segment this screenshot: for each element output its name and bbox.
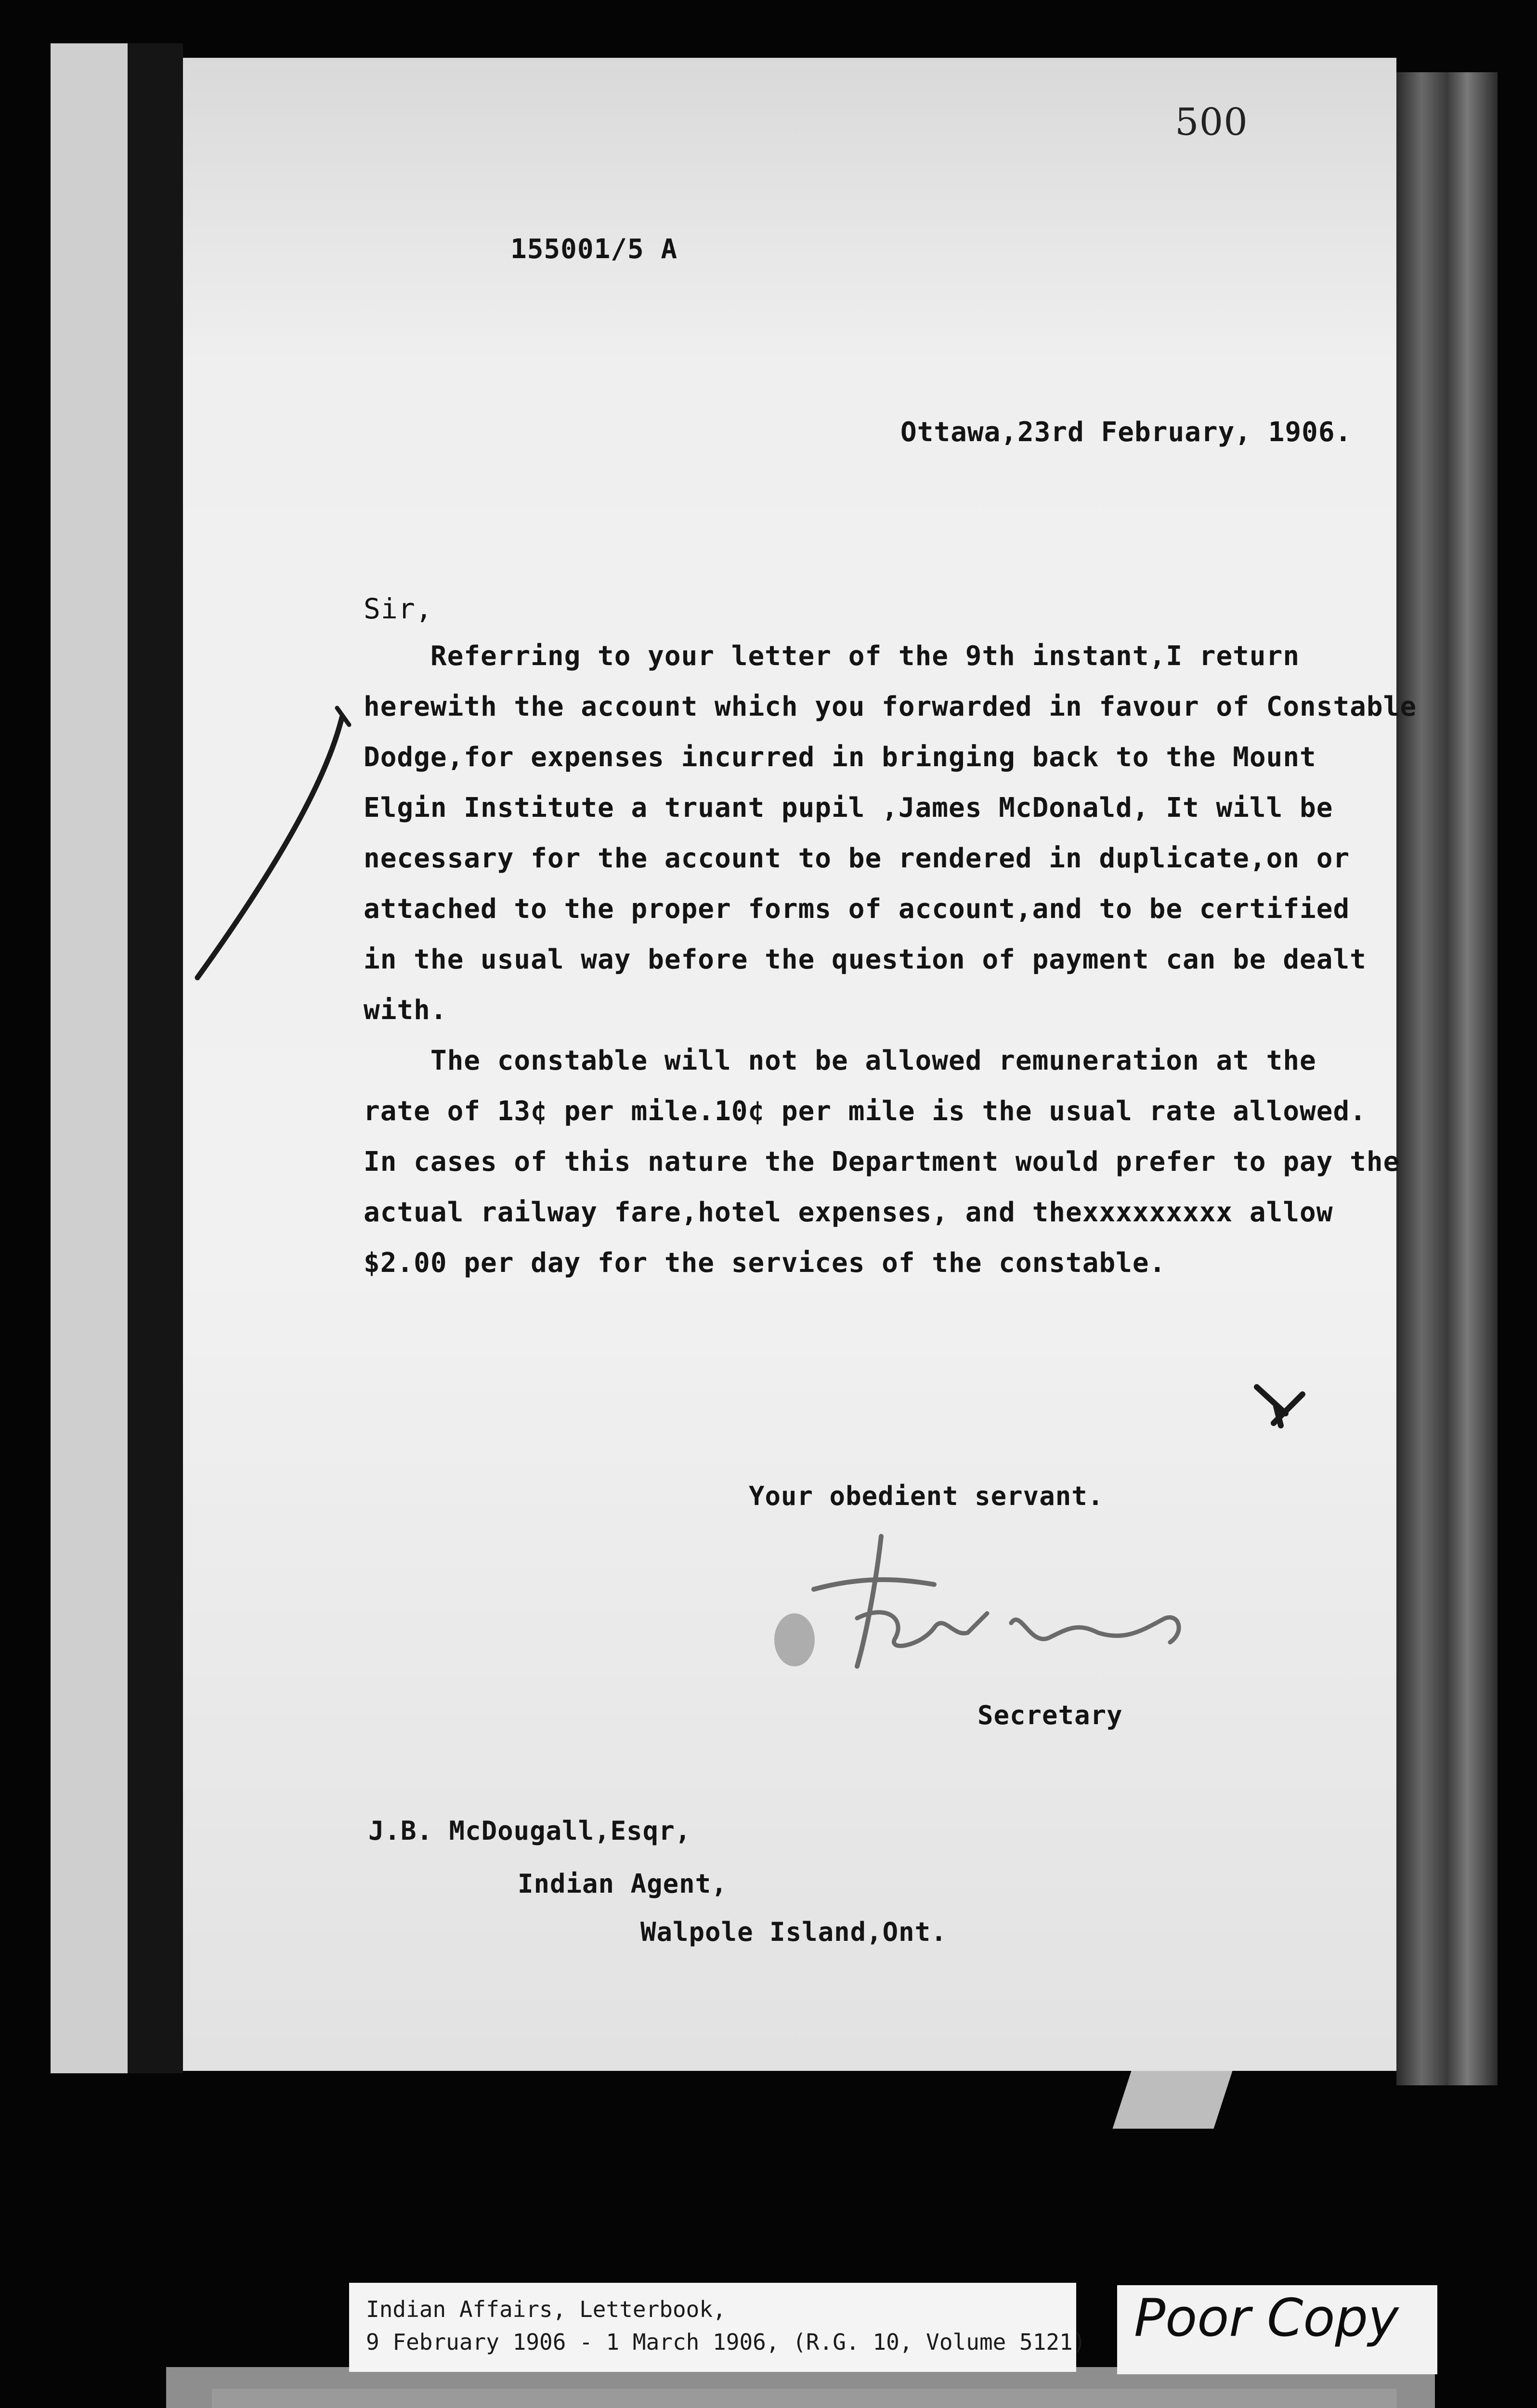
reference-line: 9 February 1906 - 1 March 1906, (R.G. 10, Volume 5121) bbox=[366, 2329, 1086, 2355]
margin-check-mark-icon bbox=[1247, 1377, 1315, 1435]
addressee-title: Indian Agent, bbox=[518, 1869, 728, 1899]
book-left-edge bbox=[51, 43, 128, 2073]
body-line: In cases of this nature the Department would prefer to pay the bbox=[364, 1146, 1400, 1178]
body-line: necessary for the account to be rendered in duplicate,on or bbox=[364, 843, 1350, 874]
body-line: with. bbox=[364, 995, 447, 1026]
book-gutter-shadow bbox=[128, 43, 183, 2073]
body-line: actual railway fare,hotel expenses, and thexxxxxxxxx allow bbox=[364, 1197, 1333, 1228]
body-line: attached to the proper forms of account,and to be certified bbox=[364, 893, 1350, 925]
addressee-location: Walpole Island,Ont. bbox=[640, 1917, 947, 1947]
salutation: Sir, bbox=[364, 592, 433, 625]
body-line: Elgin Institute a truant pupil ,James McDonald, It will be bbox=[364, 792, 1333, 824]
page-corner-fold bbox=[1113, 2071, 1233, 2129]
body-line: herewith the account which you forwarded in favour of Constable bbox=[364, 691, 1417, 722]
body-line: rate of 13¢ per mile.10¢ per mile is the usual rate allowed. bbox=[364, 1096, 1367, 1127]
file-number: 155001/5 A bbox=[510, 234, 678, 265]
handwritten-signature bbox=[761, 1522, 1233, 1681]
closing: Your obedient servant. bbox=[749, 1481, 1104, 1511]
addressee-name: J.B. McDougall,Esqr, bbox=[368, 1816, 691, 1846]
dateline: Ottawa,23rd February, 1906. bbox=[900, 417, 1352, 448]
page-number: 500 bbox=[1175, 101, 1248, 144]
margin-pencil-stroke-icon bbox=[183, 698, 356, 997]
body-line: Referring to your letter of the 9th instant,I return bbox=[364, 641, 1300, 672]
archive-stamp-inner bbox=[212, 2389, 1396, 2408]
body-line: Dodge,for expenses incurred in bringing back to the Mount bbox=[364, 742, 1316, 773]
book-page-edges bbox=[1396, 72, 1498, 2085]
body-line: in the usual way before the question of payment can be dealt bbox=[364, 944, 1367, 975]
reference-line: Indian Affairs, Letterbook, bbox=[366, 2296, 726, 2322]
body-line: $2.00 per day for the services of the constable. bbox=[364, 1247, 1166, 1279]
quality-note: Poor Copy bbox=[1134, 2288, 1399, 2348]
signer-title: Secretary bbox=[977, 1700, 1123, 1730]
body-line: The constable will not be allowed remuneration at the bbox=[364, 1045, 1316, 1076]
